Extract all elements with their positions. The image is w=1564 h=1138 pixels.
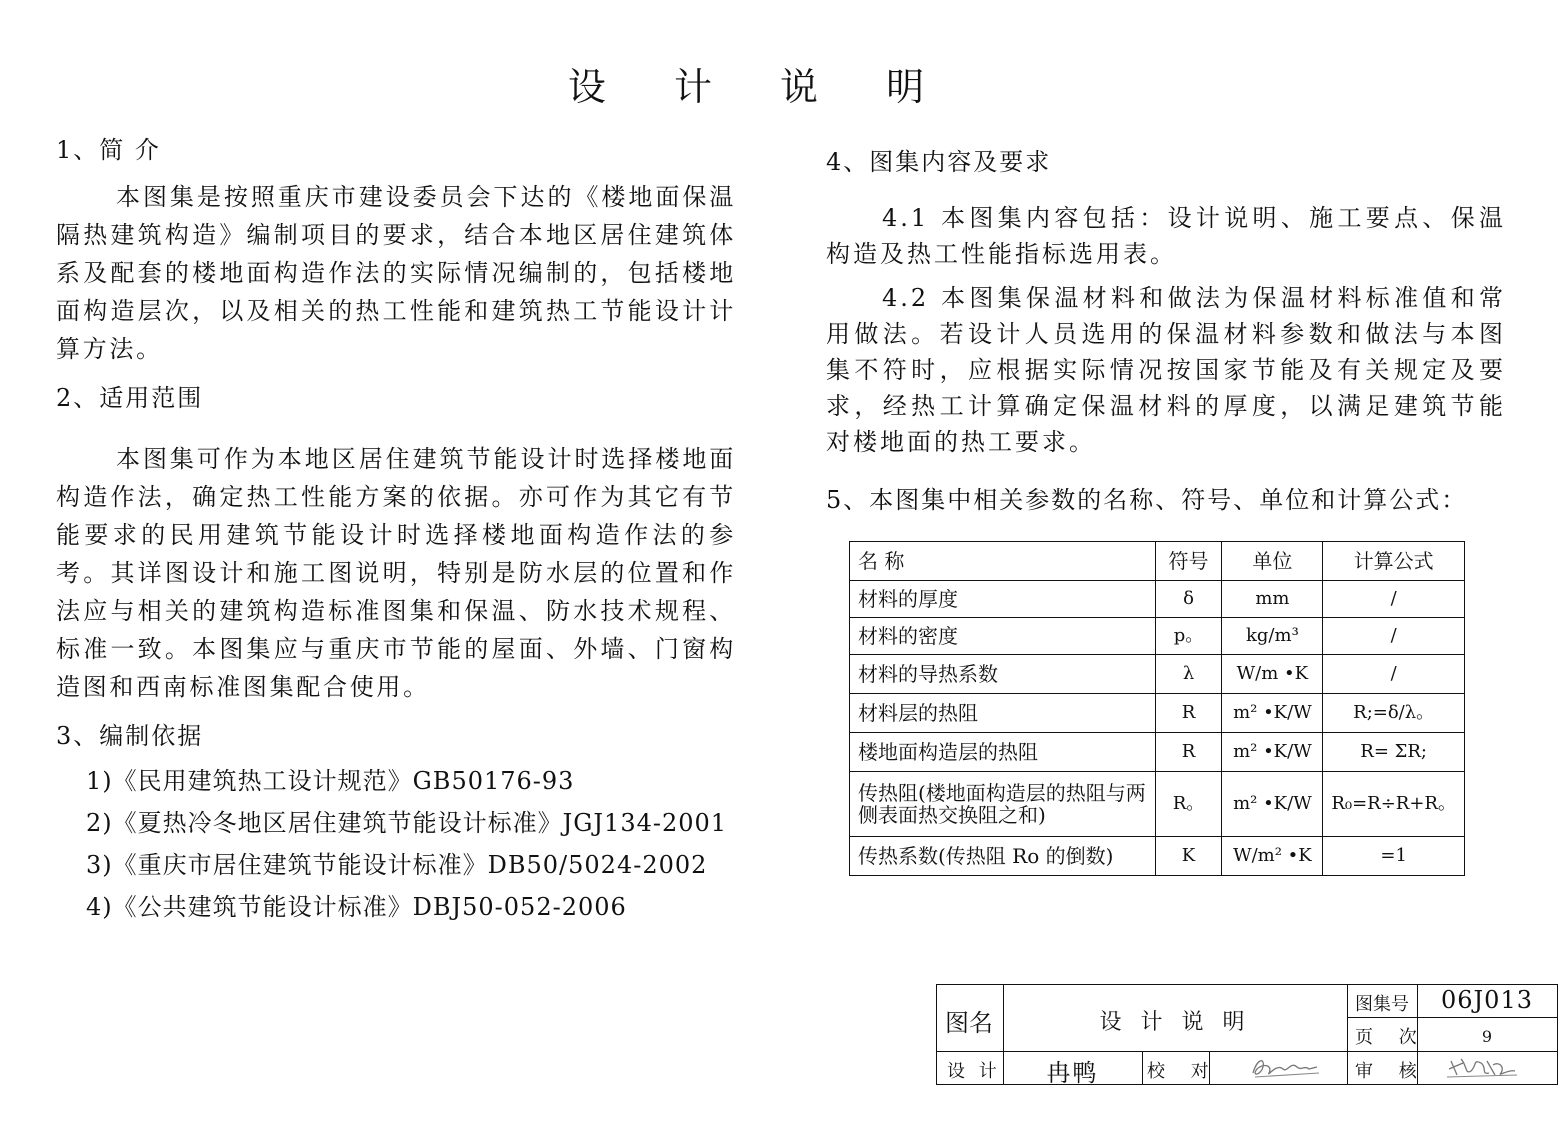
row-name: 材料层的热阻 — [850, 694, 1156, 733]
row-unit: m² •K/W — [1222, 772, 1323, 837]
divider — [1347, 1051, 1348, 1084]
header-name: 名 称 — [850, 542, 1156, 581]
title-block — [936, 984, 1558, 1085]
row-symbol: δ — [1155, 581, 1222, 618]
page-label: 页 次 — [1355, 1027, 1427, 1048]
row-symbol: p。 — [1155, 618, 1222, 655]
row-unit: W/m •K — [1222, 655, 1323, 694]
section-4-heading: 4、图集内容及要求 — [826, 148, 1052, 176]
drawing-name-label: 图名 — [945, 1009, 993, 1037]
row-name: 材料的厚度 — [850, 581, 1156, 618]
header-unit: 单位 — [1222, 542, 1323, 581]
parameter-table — [849, 541, 1465, 876]
left-column — [56, 132, 736, 928]
row-symbol: λ — [1155, 655, 1222, 694]
reference-item: 3)《重庆市居住建筑节能设计标准》DB50/5024-2002 — [86, 851, 708, 879]
table-row — [850, 837, 1465, 876]
row-name: 传热阻(楼地面构造层的热阻与两侧表面热交换阻之和) — [850, 772, 1156, 837]
row-unit: m² •K/W — [1222, 733, 1323, 772]
reviewer-label: 审 核 — [1355, 1061, 1427, 1082]
section-1-body: 本图集是按照重庆市建设委员会下达的《楼地面保温隔热建筑构造》编制项目的要求，结合本地区居住建筑体系及配套的楼地面构造作法的实际情况编制的，包括楼地面构造层次，以及相关的热工性能和建筑热工节能设计计算方法。 — [56, 183, 736, 363]
row-formula: / — [1323, 581, 1465, 618]
page-title: 设 计 说 明 — [567, 65, 953, 109]
drawing-name-value: 设 计 说 明 — [1099, 1010, 1251, 1035]
row-name: 材料的导热系数 — [850, 655, 1156, 694]
section-4-para-2: 4.2 本图集保温材料和做法为保温材料标准值和常 用做法。若设计人员选用的保温材料参数和做法与本图 集不符时，应根据实际情况按国家节能及有关规定及要 求，经热工计算确定保温材料的厚度，以满足建筑节能 对楼地面的热工要求。 — [826, 284, 1506, 456]
designer-name: 冉鸭 — [1046, 1059, 1099, 1087]
designer-label: 设 计 — [947, 1061, 1001, 1082]
divider — [1347, 985, 1348, 1051]
row-formula: R= ΣR; — [1323, 733, 1465, 772]
row-formula: / — [1323, 655, 1465, 694]
section-5-heading: 5、本图集中相关参数的名称、符号、单位和计算公式： — [826, 486, 1468, 514]
row-formula: R;=δ/λ。 — [1323, 694, 1465, 733]
section-1-heading: 1、简 介 — [56, 136, 161, 164]
atlas-number-label: 图集号 — [1355, 994, 1409, 1015]
section-3-heading: 3、编制依据 — [56, 722, 204, 750]
reference-item: 4)《公共建筑节能设计标准》DBJ50-052-2006 — [86, 893, 627, 921]
section-2-heading: 2、适用范围 — [56, 384, 204, 412]
row-symbol: K — [1155, 837, 1222, 876]
row-formula: =1 — [1323, 837, 1465, 876]
table-header-row — [850, 542, 1465, 581]
reviewer-signature — [1437, 1051, 1527, 1084]
table-row — [850, 772, 1465, 837]
row-name: 材料的密度 — [850, 618, 1156, 655]
checker-label: 校 对 — [1147, 1061, 1219, 1082]
header-symbol: 符号 — [1155, 542, 1222, 581]
section-4-para-1: 4.1 本图集内容包括：设计说明、施工要点、保温构造及热工性能指标选用表。 — [826, 204, 1506, 268]
row-symbol: R。 — [1155, 772, 1222, 837]
row-name: 传热系数(传热阻 Ro 的倒数) — [850, 837, 1156, 876]
reference-list — [56, 760, 736, 928]
table-row — [850, 733, 1465, 772]
reference-item: 2)《夏热冷冬地区居住建筑节能设计标准》JGJ134-2001 — [86, 809, 728, 837]
table-row — [850, 694, 1465, 733]
atlas-number-value: 06J013 — [1441, 986, 1533, 1014]
section-2-body: 本图集可作为本地区居住建筑节能设计时选择楼地面构造作法，确定热工性能方案的依据。亦可作为其它有节能要求的民用建筑节能设计时选择楼地面构造作法的参考。其详图设计和施工图说明，特别是防水层的位置和作法应与相关的建筑构造标准图集和保温、防水技术规程、标准一致。本图集应与重庆市节能的屋面、外墙、门窗构造图和西南标准图集配合使用。 — [56, 445, 736, 701]
row-formula: / — [1323, 618, 1465, 655]
row-unit: kg/m³ — [1222, 618, 1323, 655]
header-formula: 计算公式 — [1323, 542, 1465, 581]
row-name: 楼地面构造层的热阻 — [850, 733, 1156, 772]
table-row — [850, 618, 1465, 655]
row-unit: mm — [1222, 581, 1323, 618]
table-row — [850, 581, 1465, 618]
divider — [1142, 1051, 1143, 1084]
table-row — [850, 655, 1465, 694]
row-symbol: R — [1155, 733, 1222, 772]
row-unit: W/m² •K — [1222, 837, 1323, 876]
reference-item: 1)《民用建筑热工设计规范》GB50176-93 — [86, 767, 575, 795]
checker-signature — [1247, 1051, 1337, 1084]
page-number: 9 — [1481, 1027, 1493, 1046]
row-symbol: R — [1155, 694, 1222, 733]
row-formula: R₀=R÷R+R。 — [1323, 772, 1465, 837]
divider — [1347, 1017, 1557, 1018]
row-unit: m² •K/W — [1222, 694, 1323, 733]
right-column — [826, 144, 1506, 518]
